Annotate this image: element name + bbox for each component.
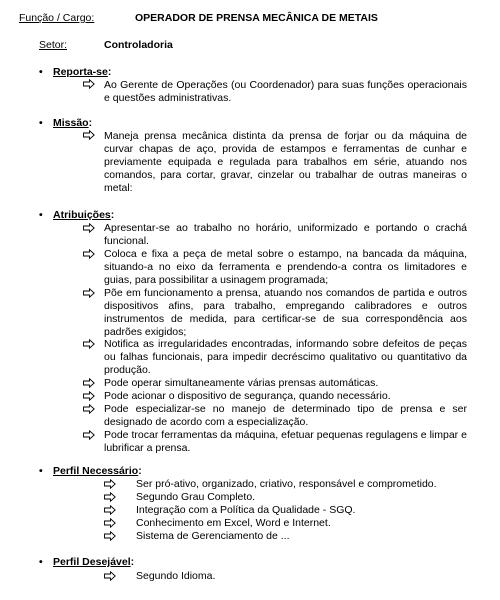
section-label: Perfil Desejável [53,556,131,568]
bullet: • [39,117,43,129]
section-label: Perfil Necessário [53,465,139,477]
section-label: Missão [53,117,89,129]
atribuicao-item: Notifica as irregularidades encontradas, informando sobre defeitos de peças ou falhas funcionais, para impedir decréscimo qualitativo ou quantitativo da produção. [104,338,467,376]
section-label: Reporta-se [53,66,108,78]
atribuicao-item: Pode trocar ferramentas da máquina, efetuar pequenas regulagens e limpar e lubrificar a prensa. [104,429,467,454]
bullet: • [39,465,43,477]
missao-item: Maneja prensa mecânica distinta da prensa de forjar ou da máquina de curvar chapas de aço, provida de estampos e ferramentas de cunhar e previamente equipada e regulada para trabalhos em série, atuando nos comandos, para cortar, gravar, cinzelar ou trabalhar de outras maneiras o metal: [104,130,467,194]
right-arrow-outline-icon [83,404,95,414]
bullet: • [39,556,43,568]
right-arrow-outline-icon [104,531,116,541]
bullet: • [39,209,43,221]
right-arrow-outline-icon [83,378,95,388]
perfil-necessario-item: Integração com a Política da Qualidade - SGQ. [136,504,356,516]
right-arrow-outline-icon [83,391,95,401]
right-arrow-outline-icon [104,492,116,502]
funcao-value: OPERADOR DE PRENSA MECÂNICA DE METAIS [135,12,378,24]
atribuicao-item: Pode acionar o dispositivo de segurança, quando necessário. [104,390,391,402]
setor-value: Controladoria [104,39,173,51]
right-arrow-outline-icon [104,518,116,528]
atribuicao-item: Coloca e fixa a peça de metal sobre o estampo, na bancada da máquina, situando-a no eixo da ferramenta e prendendo-a contra os limitadores e guias, para possibilitar a usinagem programada; [104,248,467,286]
reporta-item: Ao Gerente de Operações (ou Coordenador) para suas funções operacionais e questões administrativas. [104,79,467,104]
funcao-label: Função / Cargo: [19,12,95,24]
right-arrow-outline-icon [83,430,95,440]
perfil-necessario-item: Ser pró-ativo, organizado, criativo, responsável e comprometido. [136,478,437,490]
atribuicao-item: Apresentar-se ao trabalho no horário, uniformizado e portando o crachá funcional. [104,222,467,247]
right-arrow-outline-icon [104,571,116,581]
right-arrow-outline-icon [83,79,95,89]
right-arrow-outline-icon [83,288,95,298]
section-label: Atribuições [53,209,111,221]
perfil-desejavel-item: Segundo Idioma. [136,570,216,582]
job-description-document: Função / Cargo: OPERADOR DE PRENSA MECÂNICA DE METAIS Setor: Controladoria • Reporta-se: Ao Gerente de Operações (ou Coordenador) para suas funções operacionais e questões administrativas. • Missão: Maneja prensa mecânica distinta da prensa de forjar ou da máquina de curvar chapas de aço, provida de estampos e ferramentas de cunhar e previamente equipada e regulada para trabalhos em série, atuando nos comandos, para cortar, gravar, cinzelar ou trabalhar de outras maneiras o metal: • Atribuições: Apresentar-se ao trabalho no horário, uniformizado e portando o crachá funcional. Coloca e fixa a peça de metal sobre o estampo, na bancada da máquina, situando-a no eixo da ferramenta e prendendo-a contra os limitadores e guias, para possibilitar a usinagem programada; Põe em funcionamento a prensa, atuando nos comandos de partida e outros dispositivos afins, para trabalho, empregando calibradores e outros instrumentos de medida, para certificar-se de sua correspondência aos padrões exigidos; Notifica as irregularidades encontradas, informando sobre defeitos de peças ou falhas funcionais, para impedir decréscimo qualitativo ou quantitativo da produção. Pode operar simultaneamente várias prensas automáticas. Pode acionar o dispositivo de segurança, quando necessário. Pode especializar-se no manejo de determinado tipo de prensa e ser designado de acordo com a especialização. Pode trocar ferramentas da máquina, efetuar pequenas regulagens e limpar e lubrificar a prensa. • Perfil Necessário: Ser pró-ativo, organizado, criativo, responsável e comprometido. Segundo Grau Completo. Integração com a Política da Qualidade - SGQ. Conhecimento em Excel, Word e Internet. Sistema de Gerenciamento de ... • Perfil Desejável: Segundo Idioma. [19,12,467,582]
perfil-necessario-item: Sistema de Gerenciamento de ... [136,530,290,542]
perfil-necessario-item: Conhecimento em Excel, Word e Internet. [136,517,331,529]
right-arrow-outline-icon [83,249,95,259]
right-arrow-outline-icon [104,479,116,489]
setor-label: Setor: [39,39,68,51]
right-arrow-outline-icon [83,223,95,233]
perfil-necessario-item: Segundo Grau Completo. [136,491,256,503]
atribuicao-item: Pode especializar-se no manejo de determinado tipo de prensa e ser designado de acordo com a especialização. [104,403,467,428]
right-arrow-outline-icon [83,339,95,349]
bullet: • [39,66,43,78]
atribuicao-item: Põe em funcionamento a prensa, atuando nos comandos de partida e outros dispositivos afins, para trabalho, empregando calibradores e outros instrumentos de medida, para certificar-se de sua correspondência aos padrões exigidos; [104,287,467,338]
right-arrow-outline-icon [83,130,95,140]
right-arrow-outline-icon [104,505,116,515]
atribuicao-item: Pode operar simultaneamente várias prensas automáticas. [104,377,379,389]
